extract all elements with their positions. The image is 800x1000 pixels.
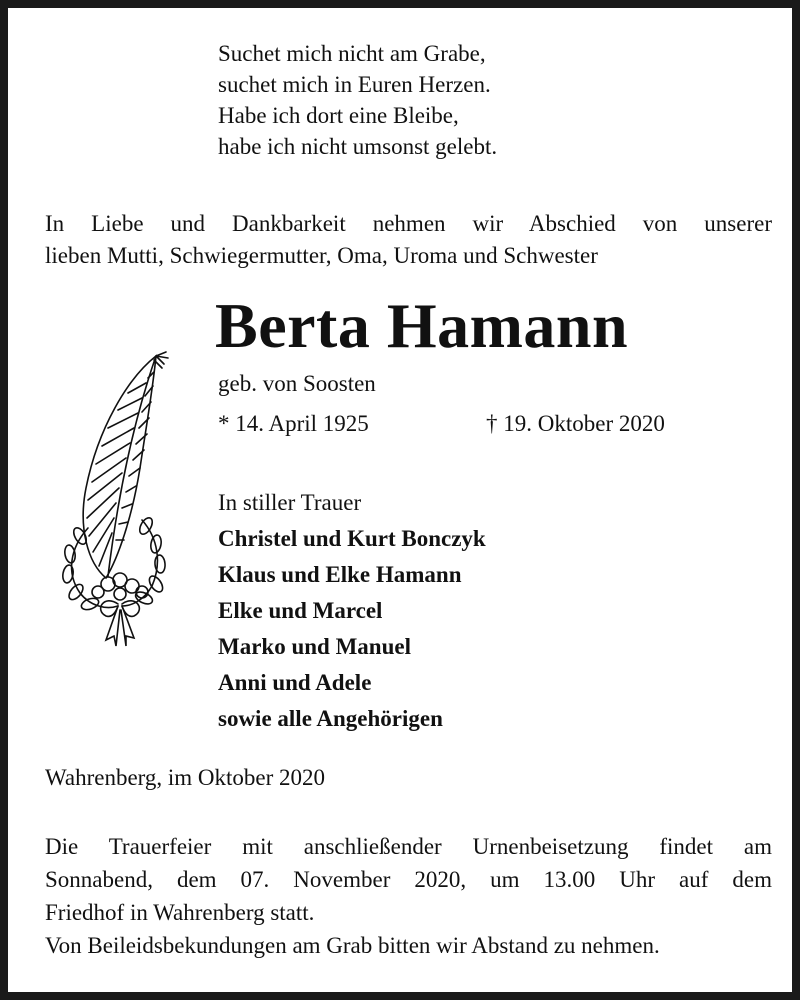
maiden-name: geb. von Soosten — [218, 371, 376, 396]
mourners-heading: In stiller Trauer — [218, 490, 362, 515]
funeral-line: Die Trauerfeier mit anschließender Urnenbeisetzung findet am — [45, 834, 772, 859]
mourner-name: Anni und Adele — [218, 670, 372, 695]
intro-line: In Liebe und Dankbarkeit nehmen wir Abschied von unserer — [45, 211, 772, 236]
funeral-line: Von Beileidsbekundungen am Grab bitten wir Abstand zu nehmen. — [45, 933, 660, 958]
mourner-name: Elke und Marcel — [218, 598, 383, 623]
mourners-block — [218, 485, 486, 737]
mourner-name: Klaus und Elke Hamann — [218, 562, 462, 587]
intro-line: lieben Mutti, Schwiegermutter, Oma, Uroma und Schwester — [45, 243, 598, 268]
poem-line: habe ich nicht umsonst gelebt. — [218, 134, 498, 159]
mourner-name: Christel und Kurt Bonczyk — [218, 526, 486, 551]
birth-date: * 14. April 1925 — [218, 411, 369, 436]
deceased-name: Berta Hamann — [215, 290, 629, 361]
mourner-name: Marko und Manuel — [218, 634, 411, 659]
mourner-name: sowie alle Angehörigen — [218, 706, 443, 731]
funeral-line: Sonnabend, dem 07. November 2020, um 13.00 Uhr auf dem — [45, 867, 772, 892]
farewell-intro — [45, 208, 772, 272]
death-date: † 19. Oktober 2020 — [486, 411, 665, 436]
feather-wreath-icon — [58, 348, 173, 658]
poem-line: Habe ich dort eine Bleibe, — [218, 103, 459, 128]
funeral-line: Friedhof in Wahrenberg statt. — [45, 900, 315, 925]
place-date: Wahrenberg, im Oktober 2020 — [45, 765, 326, 790]
poem-line: suchet mich in Euren Herzen. — [218, 72, 491, 97]
poem-line: Suchet mich nicht am Grabe, — [218, 41, 486, 66]
funeral-notice — [45, 830, 772, 962]
memorial-poem — [218, 38, 497, 162]
